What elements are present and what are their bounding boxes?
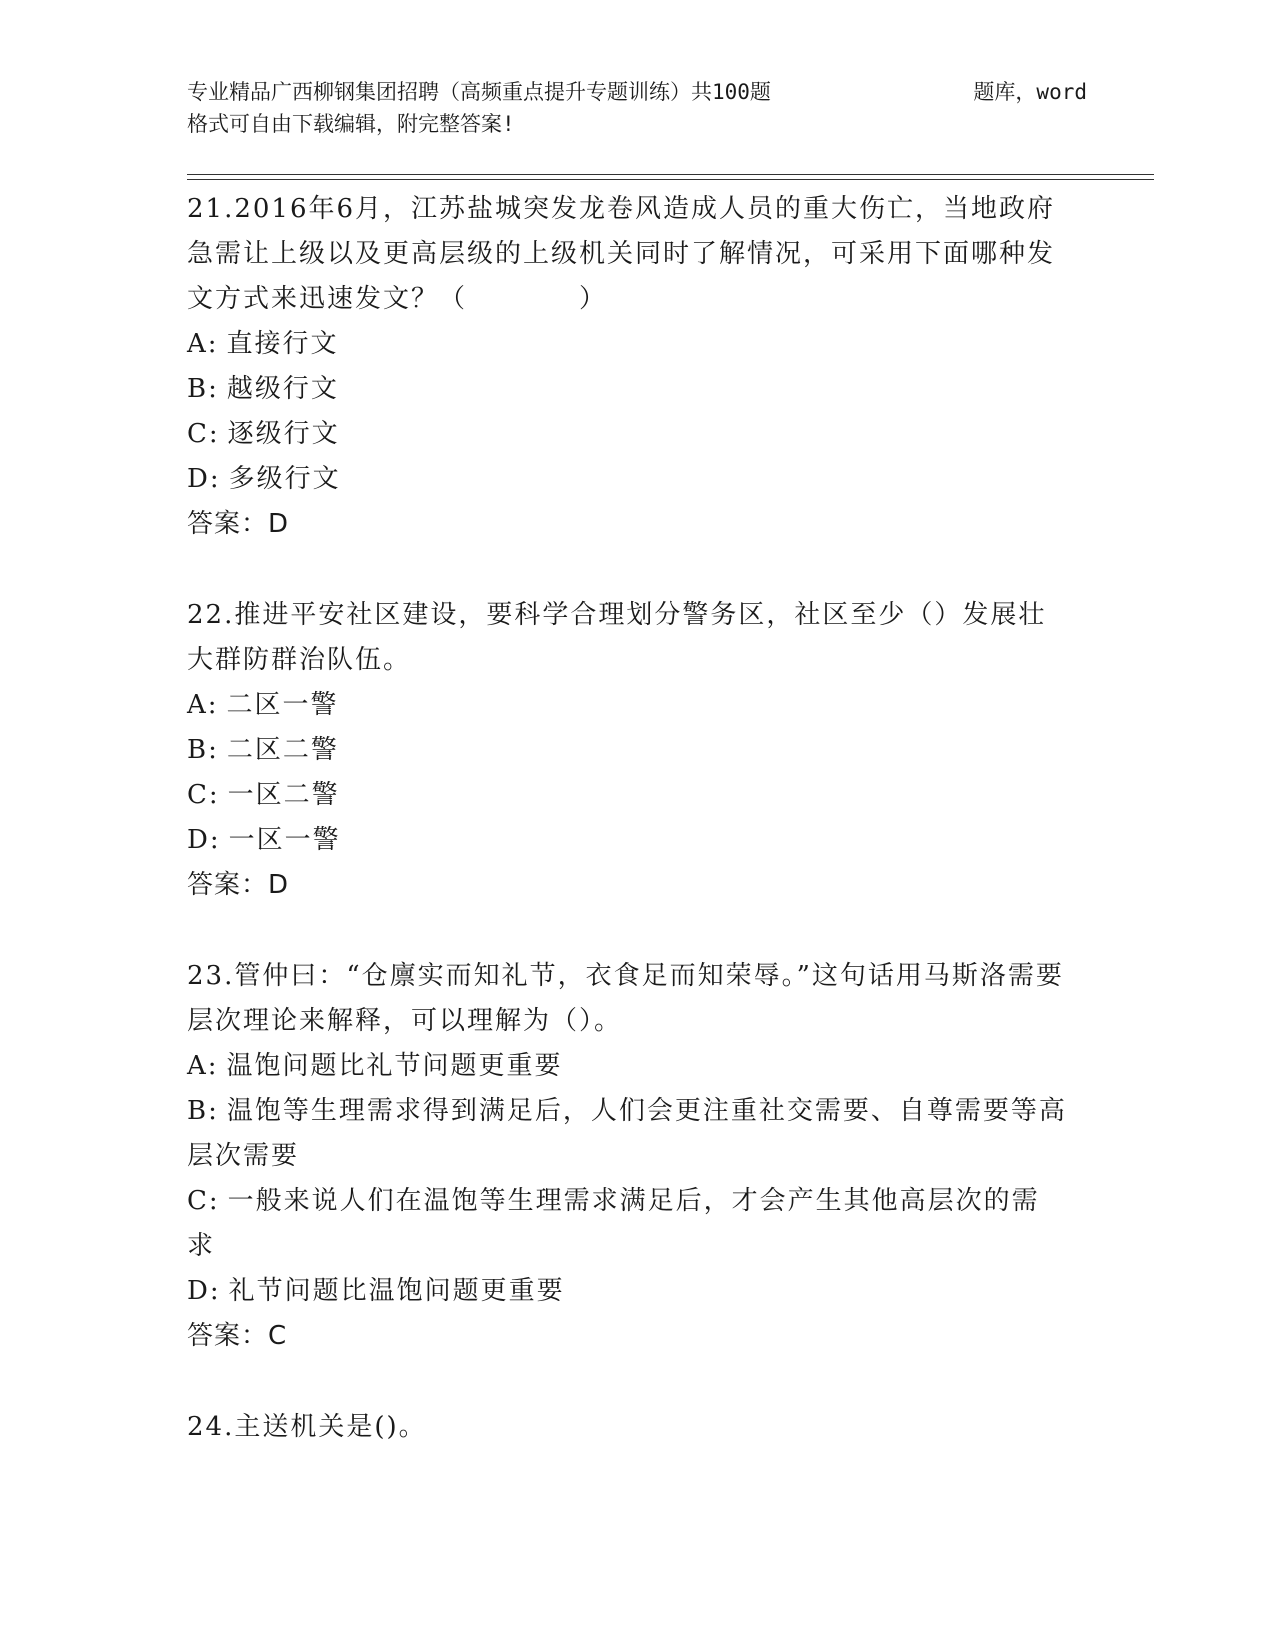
option-letter: C: — [187, 419, 220, 449]
option-letter: A: — [187, 329, 219, 359]
option-letter: B: — [187, 735, 219, 765]
option-text: 温饱等生理需求得到满足后，人们会更注重社交需要、自尊需要等高层次需要 — [187, 1096, 1067, 1171]
option-text: 二区一警 — [226, 690, 339, 720]
answer-line: 答案：D — [187, 870, 290, 900]
option-c — [187, 773, 1067, 818]
header-title: 专业精品广西柳钢集团招聘（高频重点提升专题训练）共100题 — [187, 80, 771, 104]
option-text: 逐级行文 — [227, 419, 340, 449]
option-letter: D: — [187, 825, 221, 855]
option-text: 一般来说人们在温饱等生理需求满足后，才会产生其他高层次的需求 — [187, 1186, 1040, 1261]
option-b — [187, 1089, 1067, 1179]
option-a — [187, 322, 1067, 367]
option-d — [187, 1269, 1067, 1314]
option-c — [187, 1179, 1067, 1269]
option-text: 直接行文 — [226, 329, 339, 359]
option-letter: D: — [187, 464, 221, 494]
header-divider-top — [187, 174, 1154, 175]
option-b — [187, 728, 1067, 773]
page-header — [187, 76, 1087, 140]
question-24 — [187, 1405, 1067, 1450]
option-a — [187, 683, 1067, 728]
option-letter: A: — [187, 690, 219, 720]
option-text: 越级行文 — [226, 374, 339, 404]
answer-line: 答案：D — [187, 509, 290, 539]
option-text: 礼节问题比温饱问题更重要 — [228, 1276, 565, 1306]
option-text: 二区二警 — [226, 735, 339, 765]
option-letter: C: — [187, 780, 220, 810]
option-letter: A: — [187, 1051, 219, 1081]
header-title-suffix: 题库，word — [973, 80, 1087, 104]
option-d — [187, 818, 1067, 863]
option-letter: B: — [187, 1096, 219, 1126]
option-text: 一区二警 — [227, 780, 340, 810]
question-text: 22.推进平安社区建设，要科学合理划分警务区，社区至少（）发展壮大群防群治队伍。 — [187, 600, 1047, 675]
question-spacer — [187, 1359, 1067, 1405]
question-spacer — [187, 908, 1067, 954]
option-b — [187, 367, 1067, 412]
option-letter: C: — [187, 1186, 220, 1216]
question-21 — [187, 187, 1067, 547]
question-list — [187, 187, 1067, 1450]
question-spacer — [187, 547, 1067, 593]
answer-line: 答案：C — [187, 1321, 288, 1351]
option-text: 一区一警 — [228, 825, 341, 855]
question-23 — [187, 954, 1067, 1359]
header-divider-bottom — [187, 179, 1154, 180]
option-c — [187, 412, 1067, 457]
option-letter: D: — [187, 1276, 221, 1306]
option-text: 温饱问题比礼节问题更重要 — [226, 1051, 563, 1081]
question-text: 24.主送机关是()。 — [187, 1412, 427, 1442]
header-line-1 — [187, 76, 1087, 108]
option-a — [187, 1044, 1067, 1089]
option-letter: B: — [187, 374, 219, 404]
option-d — [187, 457, 1067, 502]
question-text: 23.管仲曰：“仓廪实而知礼节，衣食足而知荣辱。”这句话用马斯洛需要层次理论来解释，可以理解为（）。 — [187, 961, 1064, 1036]
question-text: 21.2016年6月，江苏盐城突发龙卷风造成人员的重大伤亡，当地政府急需让上级以及更高层级的上级机关同时了解情况，可采用下面哪种发文方式来迅速发文？（ ） — [187, 194, 1056, 314]
header-line-2: 格式可自由下载编辑，附完整答案! — [187, 112, 515, 136]
option-text: 多级行文 — [228, 464, 341, 494]
question-22 — [187, 593, 1067, 908]
